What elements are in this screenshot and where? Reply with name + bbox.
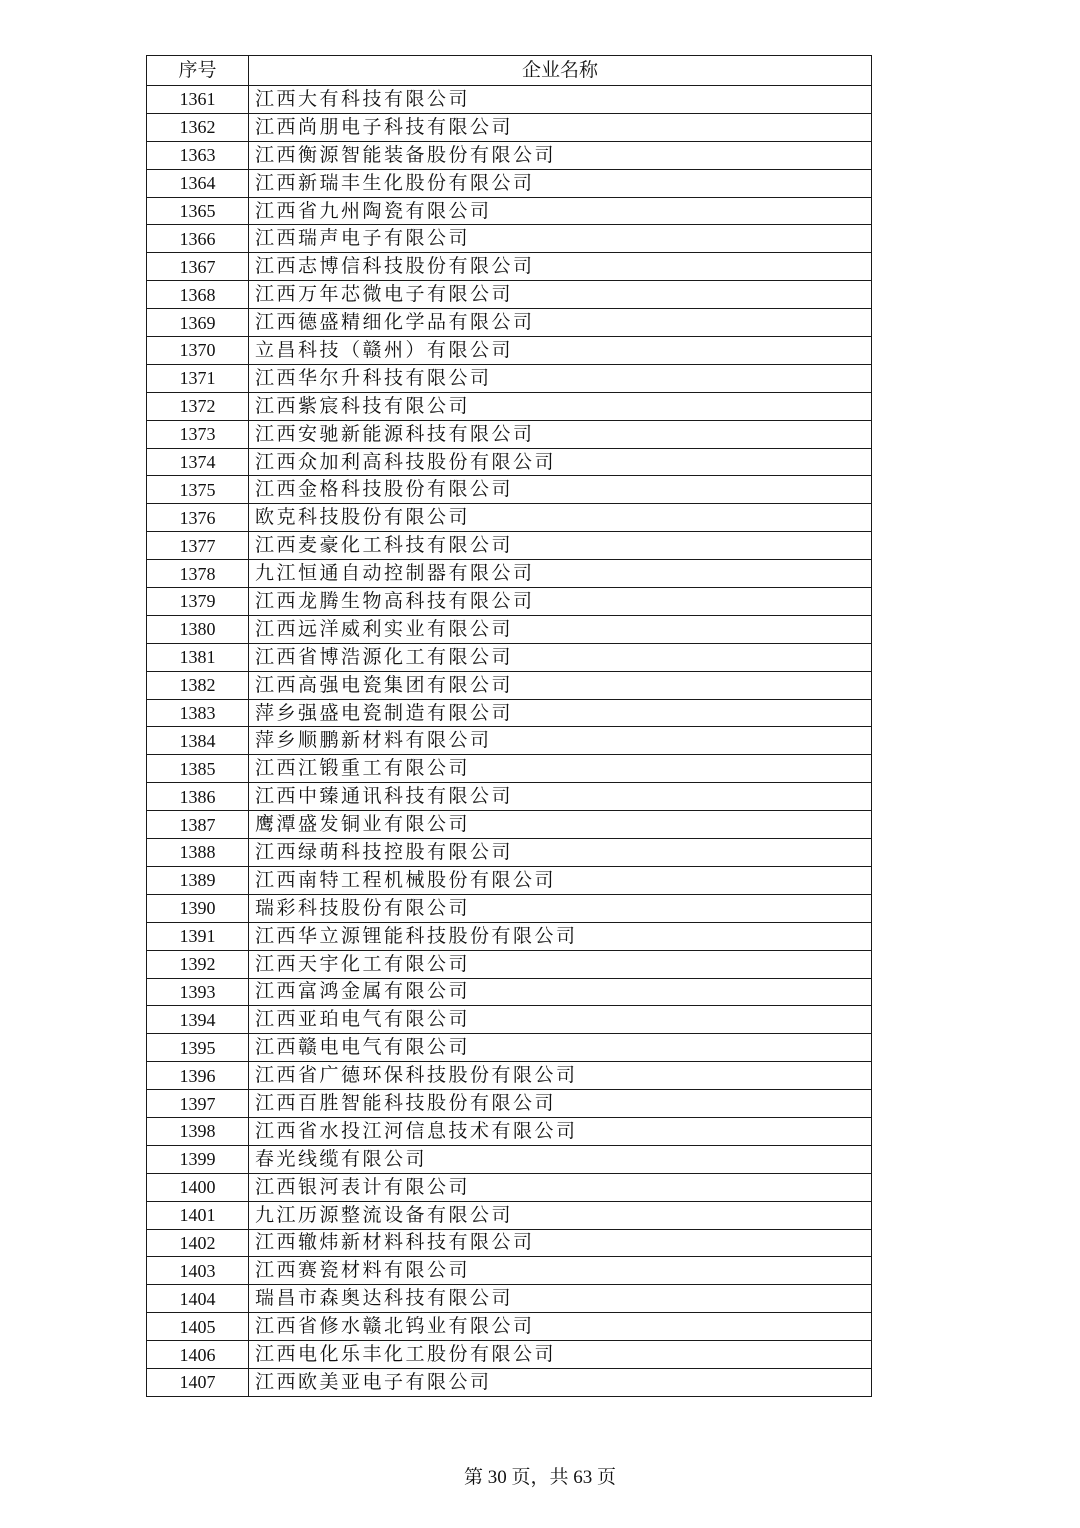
table-row bbox=[147, 1313, 872, 1341]
row-company-name: 江西赛瓷材料有限公司 bbox=[249, 1257, 872, 1285]
row-seq-number: 1366 bbox=[147, 225, 249, 253]
row-seq-number: 1401 bbox=[147, 1201, 249, 1229]
row-seq-number: 1393 bbox=[147, 978, 249, 1006]
row-seq-number: 1389 bbox=[147, 866, 249, 894]
table-row bbox=[147, 1117, 872, 1145]
row-seq-number: 1385 bbox=[147, 755, 249, 783]
row-seq-number: 1367 bbox=[147, 253, 249, 281]
table-row bbox=[147, 532, 872, 560]
table-row bbox=[147, 86, 872, 114]
table-row bbox=[147, 1257, 872, 1285]
row-seq-number: 1383 bbox=[147, 699, 249, 727]
table-row bbox=[147, 1006, 872, 1034]
row-company-name: 江西金格科技股份有限公司 bbox=[249, 476, 872, 504]
row-company-name: 江西省九州陶瓷有限公司 bbox=[249, 197, 872, 225]
row-seq-number: 1399 bbox=[147, 1145, 249, 1173]
row-company-name: 江西华尔升科技有限公司 bbox=[249, 364, 872, 392]
table-row bbox=[147, 197, 872, 225]
row-company-name: 江西省修水赣北钨业有限公司 bbox=[249, 1313, 872, 1341]
table-row bbox=[147, 169, 872, 197]
row-company-name: 江西大有科技有限公司 bbox=[249, 86, 872, 114]
table-row bbox=[147, 476, 872, 504]
table-row bbox=[147, 1145, 872, 1173]
table-row bbox=[147, 1201, 872, 1229]
row-company-name: 九江恒通自动控制器有限公司 bbox=[249, 560, 872, 588]
table-row bbox=[147, 615, 872, 643]
row-company-name: 江西赣电电气有限公司 bbox=[249, 1034, 872, 1062]
table-row bbox=[147, 141, 872, 169]
row-seq-number: 1377 bbox=[147, 532, 249, 560]
row-company-name: 江西志博信科技股份有限公司 bbox=[249, 253, 872, 281]
table-row bbox=[147, 392, 872, 420]
table-row bbox=[147, 699, 872, 727]
table-header-row bbox=[147, 56, 872, 86]
row-seq-number: 1397 bbox=[147, 1090, 249, 1118]
row-seq-number: 1362 bbox=[147, 113, 249, 141]
table-row bbox=[147, 448, 872, 476]
row-seq-number: 1380 bbox=[147, 615, 249, 643]
row-seq-number: 1406 bbox=[147, 1341, 249, 1369]
table-row bbox=[147, 504, 872, 532]
row-seq-number: 1407 bbox=[147, 1368, 249, 1396]
row-company-name: 江西新瑞丰生化股份有限公司 bbox=[249, 169, 872, 197]
row-seq-number: 1375 bbox=[147, 476, 249, 504]
table-row bbox=[147, 560, 872, 588]
row-company-name: 江西万年芯微电子有限公司 bbox=[249, 281, 872, 309]
row-company-name: 江西龙腾生物高科技有限公司 bbox=[249, 588, 872, 616]
row-company-name: 江西省博浩源化工有限公司 bbox=[249, 643, 872, 671]
table-row bbox=[147, 755, 872, 783]
table-row bbox=[147, 643, 872, 671]
row-company-name: 江西安驰新能源科技有限公司 bbox=[249, 420, 872, 448]
row-company-name: 江西省水投江河信息技术有限公司 bbox=[249, 1117, 872, 1145]
row-company-name: 江西江锻重工有限公司 bbox=[249, 755, 872, 783]
row-seq-number: 1404 bbox=[147, 1285, 249, 1313]
row-seq-number: 1391 bbox=[147, 922, 249, 950]
table-row bbox=[147, 1368, 872, 1396]
row-company-name: 江西衡源智能装备股份有限公司 bbox=[249, 141, 872, 169]
table-row bbox=[147, 420, 872, 448]
row-company-name: 江西尚朋电子科技有限公司 bbox=[249, 113, 872, 141]
row-company-name: 江西省广德环保科技股份有限公司 bbox=[249, 1062, 872, 1090]
row-company-name: 江西众加利高科技股份有限公司 bbox=[249, 448, 872, 476]
row-company-name: 立昌科技（赣州）有限公司 bbox=[249, 337, 872, 365]
row-company-name: 江西天宇化工有限公司 bbox=[249, 950, 872, 978]
table-row bbox=[147, 950, 872, 978]
row-seq-number: 1381 bbox=[147, 643, 249, 671]
table-row bbox=[147, 113, 872, 141]
row-seq-number: 1369 bbox=[147, 309, 249, 337]
table-row bbox=[147, 1229, 872, 1257]
row-company-name: 萍乡强盛电瓷制造有限公司 bbox=[249, 699, 872, 727]
row-company-name: 江西德盛精细化学品有限公司 bbox=[249, 309, 872, 337]
header-seq: 序号 bbox=[147, 56, 249, 86]
row-seq-number: 1395 bbox=[147, 1034, 249, 1062]
table-row bbox=[147, 1034, 872, 1062]
table-row bbox=[147, 309, 872, 337]
row-seq-number: 1370 bbox=[147, 337, 249, 365]
row-seq-number: 1402 bbox=[147, 1229, 249, 1257]
row-company-name: 瑞彩科技股份有限公司 bbox=[249, 894, 872, 922]
row-seq-number: 1368 bbox=[147, 281, 249, 309]
row-seq-number: 1398 bbox=[147, 1117, 249, 1145]
row-company-name: 江西银河表计有限公司 bbox=[249, 1173, 872, 1201]
row-company-name: 瑞昌市森奥达科技有限公司 bbox=[249, 1285, 872, 1313]
table-row bbox=[147, 978, 872, 1006]
row-seq-number: 1379 bbox=[147, 588, 249, 616]
row-company-name: 江西紫宸科技有限公司 bbox=[249, 392, 872, 420]
row-seq-number: 1384 bbox=[147, 727, 249, 755]
row-company-name: 江西瑞声电子有限公司 bbox=[249, 225, 872, 253]
row-company-name: 江西富鸿金属有限公司 bbox=[249, 978, 872, 1006]
row-company-name: 江西百胜智能科技股份有限公司 bbox=[249, 1090, 872, 1118]
table-row bbox=[147, 783, 872, 811]
table-row bbox=[147, 281, 872, 309]
row-seq-number: 1371 bbox=[147, 364, 249, 392]
table-row bbox=[147, 1285, 872, 1313]
row-seq-number: 1374 bbox=[147, 448, 249, 476]
row-company-name: 九江历源整流设备有限公司 bbox=[249, 1201, 872, 1229]
table-row bbox=[147, 1062, 872, 1090]
row-company-name: 欧克科技股份有限公司 bbox=[249, 504, 872, 532]
table-row bbox=[147, 811, 872, 839]
row-seq-number: 1396 bbox=[147, 1062, 249, 1090]
table-row bbox=[147, 1090, 872, 1118]
table-body bbox=[147, 86, 872, 1397]
table-row bbox=[147, 364, 872, 392]
row-company-name: 江西电化乐丰化工股份有限公司 bbox=[249, 1341, 872, 1369]
row-company-name: 江西中臻通讯科技有限公司 bbox=[249, 783, 872, 811]
row-seq-number: 1373 bbox=[147, 420, 249, 448]
row-seq-number: 1386 bbox=[147, 783, 249, 811]
table-row bbox=[147, 1341, 872, 1369]
page-number-footer: 第 30 页，共 63 页 bbox=[463, 1467, 616, 1488]
row-seq-number: 1382 bbox=[147, 671, 249, 699]
row-seq-number: 1400 bbox=[147, 1173, 249, 1201]
row-company-name: 江西华立源锂能科技股份有限公司 bbox=[249, 922, 872, 950]
row-seq-number: 1365 bbox=[147, 197, 249, 225]
row-seq-number: 1364 bbox=[147, 169, 249, 197]
row-company-name: 萍乡顺鹏新材料有限公司 bbox=[249, 727, 872, 755]
row-company-name: 江西绿萌科技控股有限公司 bbox=[249, 839, 872, 867]
company-list-table bbox=[146, 55, 872, 1397]
header-company-name: 企业名称 bbox=[249, 56, 872, 86]
table-row bbox=[147, 253, 872, 281]
row-seq-number: 1388 bbox=[147, 839, 249, 867]
table-row bbox=[147, 894, 872, 922]
row-seq-number: 1403 bbox=[147, 1257, 249, 1285]
row-seq-number: 1387 bbox=[147, 811, 249, 839]
table-row bbox=[147, 337, 872, 365]
row-company-name: 江西南特工程机械股份有限公司 bbox=[249, 866, 872, 894]
row-seq-number: 1405 bbox=[147, 1313, 249, 1341]
row-seq-number: 1361 bbox=[147, 86, 249, 114]
row-company-name: 江西欧美亚电子有限公司 bbox=[249, 1368, 872, 1396]
row-seq-number: 1378 bbox=[147, 560, 249, 588]
table-row bbox=[147, 671, 872, 699]
row-company-name: 江西亚珀电气有限公司 bbox=[249, 1006, 872, 1034]
table-row bbox=[147, 588, 872, 616]
row-seq-number: 1372 bbox=[147, 392, 249, 420]
row-company-name: 江西麦豪化工科技有限公司 bbox=[249, 532, 872, 560]
table-row bbox=[147, 225, 872, 253]
table-row bbox=[147, 922, 872, 950]
table-row bbox=[147, 1173, 872, 1201]
row-seq-number: 1392 bbox=[147, 950, 249, 978]
row-company-name: 江西辙炜新材料科技有限公司 bbox=[249, 1229, 872, 1257]
row-company-name: 江西远洋威利实业有限公司 bbox=[249, 615, 872, 643]
row-company-name: 鹰潭盛发铜业有限公司 bbox=[249, 811, 872, 839]
table-row bbox=[147, 866, 872, 894]
row-seq-number: 1394 bbox=[147, 1006, 249, 1034]
row-seq-number: 1390 bbox=[147, 894, 249, 922]
row-seq-number: 1376 bbox=[147, 504, 249, 532]
table-row bbox=[147, 727, 872, 755]
table-row bbox=[147, 839, 872, 867]
row-seq-number: 1363 bbox=[147, 141, 249, 169]
row-company-name: 江西高强电瓷集团有限公司 bbox=[249, 671, 872, 699]
row-company-name: 春光线缆有限公司 bbox=[249, 1145, 872, 1173]
